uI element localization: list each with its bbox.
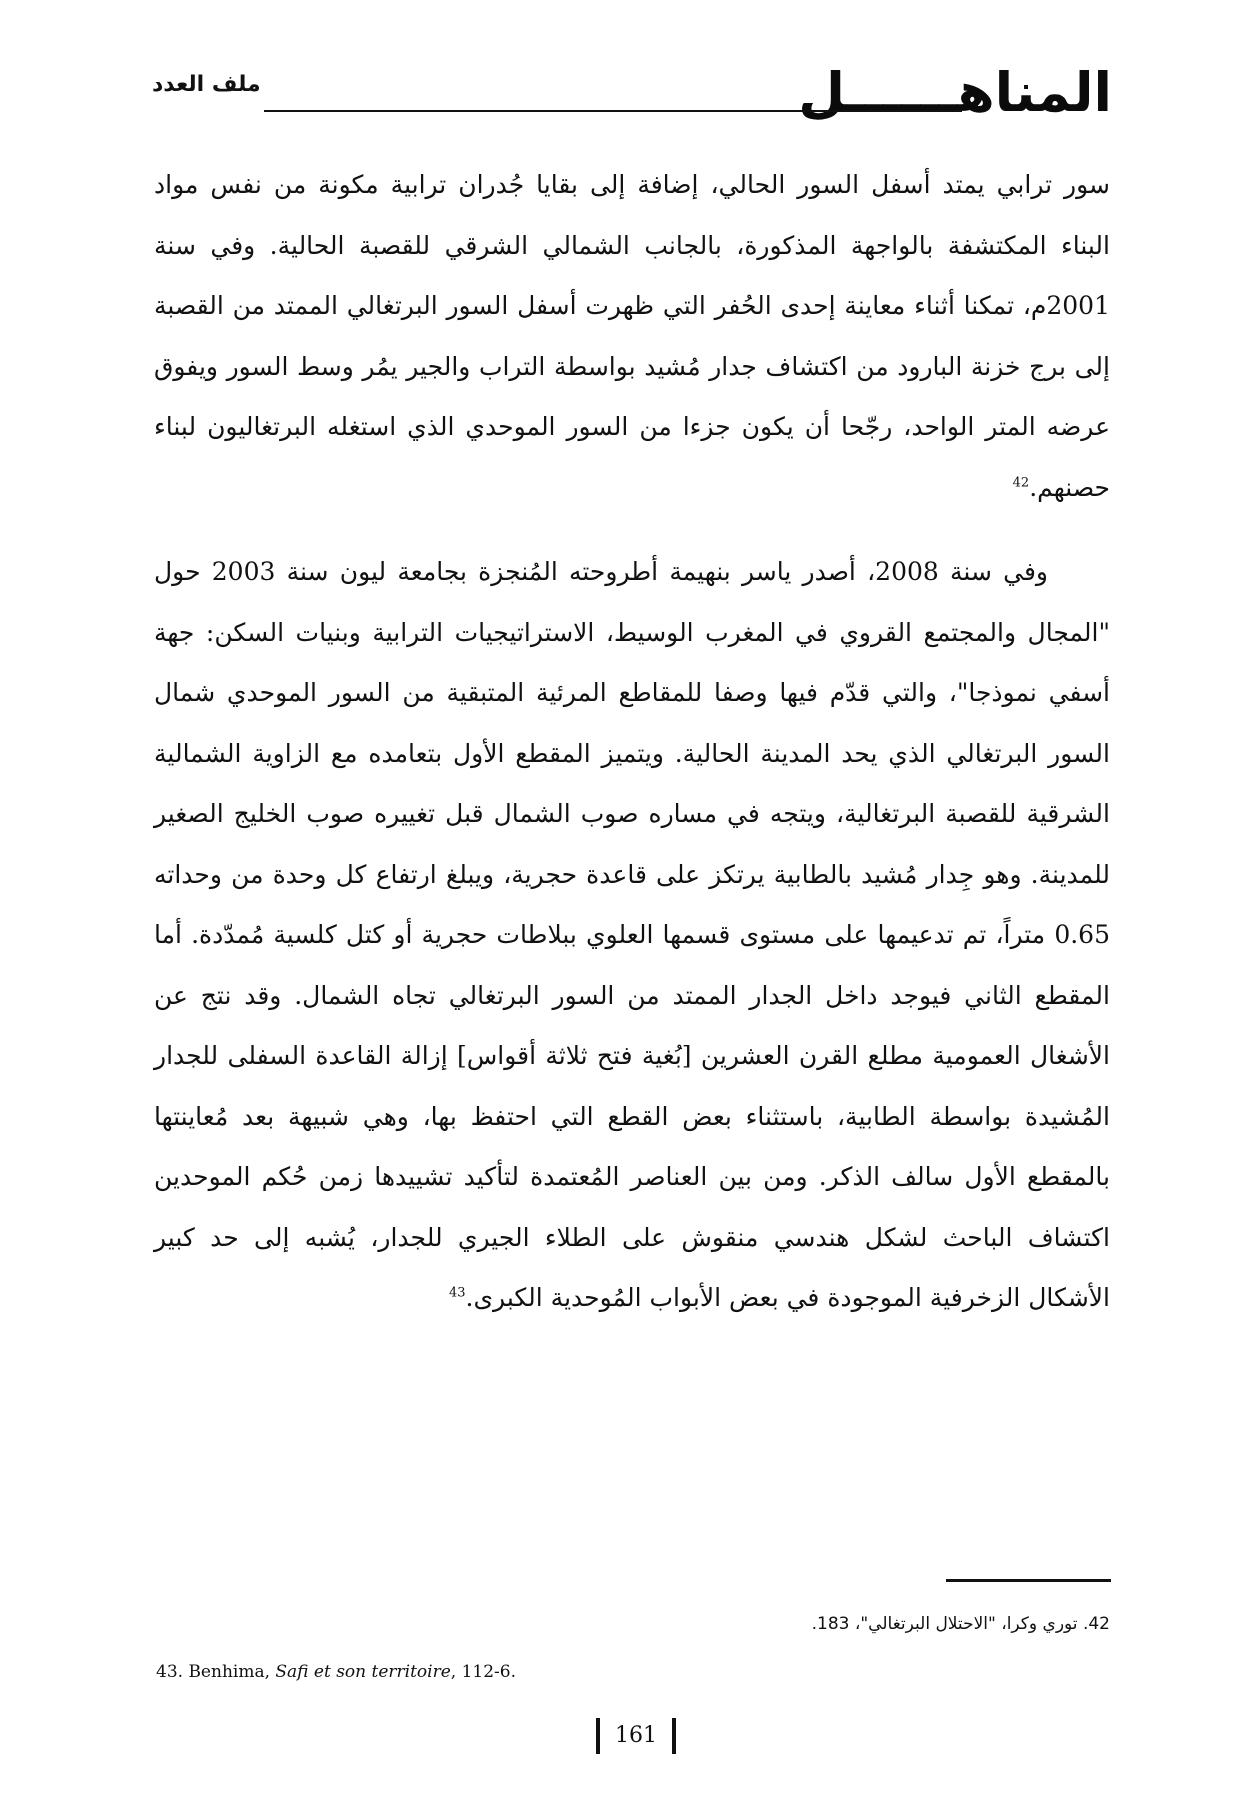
- page-number: 161: [615, 1723, 657, 1748]
- footnote-43: [156, 1660, 516, 1684]
- paragraph-1: [154, 155, 1110, 518]
- paragraph-1-text: سور ترابي يمتد أسفل السور الحالي، إضافة إلى بقايا جُدران ترابية مكونة من نفس مواد البناء المكتشفة بالواجهة المذكورة، بالجانب الشمالي الشرقي للقصبة الحالية. وفي سنة 2001م، تمكنا أثناء معاينة إحدى الحُفر التي ظهرت أسفل السور البرتغالي الممتد من القصبة إلى برج خزنة البارود من اكتشاف جدار مُشيد بواسطة التراب والجير يمُر وسط السور ويفوق عرضه المتر الواحد، رجّحا أن يكون جزءا من السور الموحدي الذي استغله البرتغاليون لبناء حصنهم.: [154, 170, 1110, 502]
- page-header: [152, 62, 1112, 132]
- header-rule: [264, 110, 962, 112]
- paragraph-2: [154, 542, 1110, 1329]
- footnote-43-prefix: 43. Benhima,: [156, 1662, 276, 1682]
- page-number-bar-left: [596, 1718, 600, 1754]
- footnote-ref-42: 42: [1012, 475, 1030, 491]
- section-title: ملف العدد: [152, 72, 261, 97]
- body-text: [154, 155, 1110, 1329]
- footnote-rule: [946, 1579, 1111, 1582]
- journal-logo: المناهــــــل: [798, 61, 1112, 124]
- footnote-43-title: Safi et son territoire: [275, 1662, 451, 1682]
- footnote-43-suffix: , 112-6.: [450, 1662, 517, 1682]
- page-number-bar-right: [672, 1718, 676, 1754]
- page-number-box: [596, 1716, 676, 1756]
- footnote-ref-43: 43: [448, 1285, 466, 1301]
- footnote-42: 42. توري وكرا، "الاحتلال البرتغالي"، 183.: [811, 1614, 1110, 1634]
- paragraph-2-text: وفي سنة 2008، أصدر ياسر بنهيمة أطروحته المُنجزة بجامعة ليون سنة 2003 حول "المجال والمجتمع القروي في المغرب الوسيط، الاستراتيجيات الترابية وبنيات السكن: جهة أسفي نموذجا"، والتي قدّم فيها وصفا للمقاطع المرئية المتبقية من السور الموحدي شمال السور البرتغالي الذي يحد المدينة الحالية. ويتميز المقطع الأول بتعامده مع الزاوية الشمالية الشرقية للقصبة البرتغالية، ويتجه في مساره صوب الشمال قبل تغييره صوب الخليج الصغير للمدينة. وهو جِدار مُشيد بالطابية يرتكز على قاعدة حجرية، ويبلغ ارتفاع كل وحدة من وحداته 0.65 متراً، تم تدعيمها على مستوى قسمها العلوي ببلاطات حجرية أو كتل كلسية مُمدّدة. أما المقطع الثاني فيوجد داخل الجدار الممتد من السور البرتغالي تجاه الشمال. وقد نتج عن الأشغال العمومية مطلع القرن العشرين [بُغية فتح ثلاثة أقواس] إزالة القاعدة السفلى للجدار المُشيدة بواسطة الطابية، باستثناء بعض القطع التي احتفظ بها، وهي شبيهة بعد مُعاينتها بالمقطع الأول سالف الذكر. ومن بين العناصر المُعتمدة لتأكيد تشييدها زمن حُكم الموحدين اكتشاف الباحث لشكل هندسي منقوش على الطلاء الجيري للجدار، يُشبه إلى حد كبير الأشكال الزخرفية الموجودة في بعض الأبواب المُوحدية الكبرى.: [154, 557, 1111, 1312]
